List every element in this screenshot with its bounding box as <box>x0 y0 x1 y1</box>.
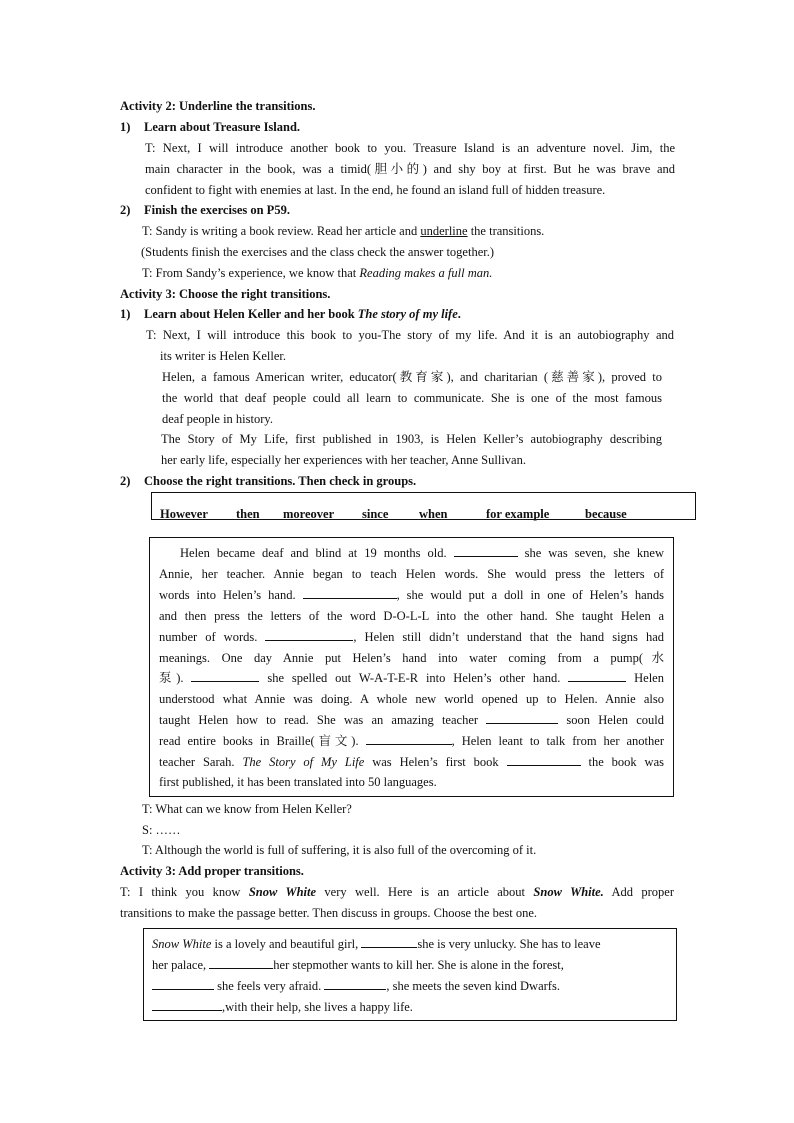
snow-white-title-2: Snow White. <box>533 885 604 899</box>
answer-blank-3[interactable] <box>265 629 353 641</box>
students-note: (Students finish the exercises and the class check the answer together.) <box>141 245 495 259</box>
snow-blank-5[interactable] <box>152 999 222 1011</box>
activity3-title: Activity 3: Choose the right transitions. <box>120 287 331 301</box>
intro-text: T: I think you know <box>120 885 249 899</box>
passage-text: , Helen still didn’t understand that the hand signs had <box>353 630 664 644</box>
helen-intro-line-2: its writer is Helen Keller. <box>160 349 287 363</box>
passage-text: she spelled out W-A-T-E-R into Helen’s other hand. <box>259 671 569 685</box>
passage-text: the book was <box>580 755 664 769</box>
activity3-step1-title <box>144 306 461 322</box>
answer-blank-8[interactable] <box>507 754 581 766</box>
helen-intro-line-1: T: Next, I will introduce this book to you-The story of my life. And it is an autobiography and <box>146 328 674 342</box>
passage-line-9 <box>159 712 664 728</box>
helen-intro-line-3: Helen, a famous American writer, educator(教育家), and charitarian (慈善家), proved to <box>162 370 662 384</box>
passage-text: words into Helen’s hand. <box>159 588 303 602</box>
passage-line-8: understood what Annie was doing. A whole new world opened up to Helen. Annie also <box>159 692 664 706</box>
word-for-example: for example <box>486 507 550 521</box>
passage-line-2: Annie, her teacher. Annie began to teach Helen words. She would press the letters of <box>159 567 664 581</box>
activity3b-title: Activity 3: Add proper transitions. <box>120 864 304 878</box>
intro-text: very well. Here is an article about <box>316 885 534 899</box>
activity2-step1-number: 1) <box>120 120 131 134</box>
snow-line-4 <box>152 999 413 1015</box>
activity2-step2-number: 2) <box>120 203 131 217</box>
helen-intro-line-7: her early life, especially her experiences with her teacher, Anne Sullivan. <box>161 453 526 467</box>
answer-blank-4[interactable] <box>191 670 259 682</box>
passage-line-3 <box>159 587 664 603</box>
passage-text: Helen <box>626 671 664 685</box>
student-answer: S: …… <box>142 823 181 837</box>
snow-blank-3[interactable] <box>152 978 214 990</box>
snow-line-1 <box>152 936 601 952</box>
activity3-step1-title-a: Learn about Helen Keller and her book <box>144 307 358 321</box>
activity3-step2-title: Choose the right transitions. Then check in groups. <box>144 474 417 488</box>
teacher-question: T: What can we know from Helen Keller? <box>142 802 352 816</box>
teacher-quote: T: Although the world is full of suffering, it is also full of the overcoming of it. <box>142 843 537 857</box>
passage-text: , Helen leant to talk from her another <box>451 734 664 748</box>
underline-word: underline <box>420 224 468 238</box>
sandy-line-a: T: Sandy is writing a book review. Read her article and <box>142 224 421 238</box>
passage-line-11 <box>159 754 664 770</box>
activity3-step1-number: 1) <box>120 307 131 321</box>
passage-text: soon Helen could <box>558 713 664 727</box>
sandy-line-b: the transitions. <box>467 224 545 238</box>
snow-text: , she meets the seven kind Dwarfs. <box>386 979 560 993</box>
intro-text: Add proper <box>603 885 675 899</box>
passage-text: number of words. <box>159 630 266 644</box>
answer-blank-5[interactable] <box>568 670 626 682</box>
word-then: then <box>236 507 260 521</box>
snow-white-name: Snow White <box>152 937 212 951</box>
answer-blank-1[interactable] <box>454 545 518 557</box>
activity2-step2-title: Finish the exercises on P59. <box>144 203 290 217</box>
passage-text: Helen became deaf and blind at 19 months old. <box>180 546 454 560</box>
passage-text: read entire books in Braille(盲文). <box>159 734 366 748</box>
snow-intro-line-2: transitions to make the passage better. Then discuss in groups. Choose the best one. <box>120 906 538 920</box>
helen-intro-line-4: the world that deaf people could all learn to communicate. She is one of the most famous <box>162 391 662 405</box>
answer-blank-2[interactable] <box>303 587 397 599</box>
activity2-title: Activity 2: Underline the transitions. <box>120 99 316 113</box>
word-because: because <box>585 507 627 521</box>
snow-line-2 <box>152 957 564 973</box>
answer-blank-6[interactable] <box>486 712 558 724</box>
snow-line-3 <box>152 978 560 994</box>
snow-text: she feels very afraid. <box>214 979 325 993</box>
activity3-step2-number: 2) <box>120 474 131 488</box>
passage-text: , she would put a doll in one of Helen’s hands <box>396 588 664 602</box>
passage-text: she was seven, she knew <box>517 546 664 560</box>
sandy-experience-a: T: From Sandy’s experience, we know that <box>142 266 360 280</box>
passage-text: was Helen’s first book <box>364 755 507 769</box>
passage-line-7 <box>159 670 664 686</box>
passage-text: taught Helen how to read. She was an amazing teacher <box>159 713 487 727</box>
book-title-inline: The Story of My Life <box>242 755 365 769</box>
snow-text: is a lovely and beautiful girl, <box>211 937 362 951</box>
reading-quote: Reading makes a full man. <box>359 266 493 280</box>
passage-text: 泵). <box>159 671 192 685</box>
snow-text: she is very unlucky. She has to leave <box>417 937 601 951</box>
treasure-line-3: confident to fight with enemies at last. In the end, he found an island full of hidden treasure. <box>145 183 606 197</box>
word-moreover: moreover <box>283 507 335 521</box>
helen-intro-line-5: deaf people in history. <box>162 412 273 426</box>
snow-intro-line-1 <box>120 884 674 900</box>
word-since: since <box>362 507 389 521</box>
word-however: However <box>160 507 208 521</box>
passage-line-10 <box>159 733 664 749</box>
passage-line-12: first published, it has been translated into 50 languages. <box>159 775 437 789</box>
passage-line-5 <box>159 629 664 645</box>
snow-white-title: Snow White <box>248 885 317 899</box>
activity2-step1-title: Learn about Treasure Island. <box>144 120 301 134</box>
snow-text: ,with their help, she lives a happy life. <box>222 1000 413 1014</box>
activity3-step1-title-b: . <box>457 307 461 321</box>
snow-blank-2[interactable] <box>209 957 273 969</box>
snow-blank-1[interactable] <box>361 936 417 948</box>
book-title: The story of my life <box>357 307 458 321</box>
snow-text: her palace, <box>152 958 210 972</box>
treasure-line-2: main character in the book, was a timid(胆小的) and shy boy at first. But he was brave and <box>145 162 675 176</box>
passage-line-1 <box>180 545 664 561</box>
answer-blank-7[interactable] <box>366 733 452 745</box>
snow-text: her stepmother wants to kill her. She is alone in the forest, <box>273 958 564 972</box>
sandy-line <box>142 223 544 239</box>
treasure-line-1: T: Next, I will introduce another book to you. Treasure Island is an adventure novel. Jim, the <box>145 141 675 155</box>
sandy-experience-line <box>142 265 492 281</box>
passage-text: teacher Sarah. <box>159 755 243 769</box>
snow-blank-4[interactable] <box>324 978 386 990</box>
passage-line-6: meanings. One day Annie put Helen’s hand into water coming from a pump(水 <box>159 651 664 665</box>
word-when: when <box>419 507 448 521</box>
helen-intro-line-6: The Story of My Life, first published in 1903, is Helen Keller’s autobiography describing <box>161 432 662 446</box>
passage-line-4: and then press the letters of the word D-O-L-L into the other hand. She taught Helen a <box>159 609 664 623</box>
